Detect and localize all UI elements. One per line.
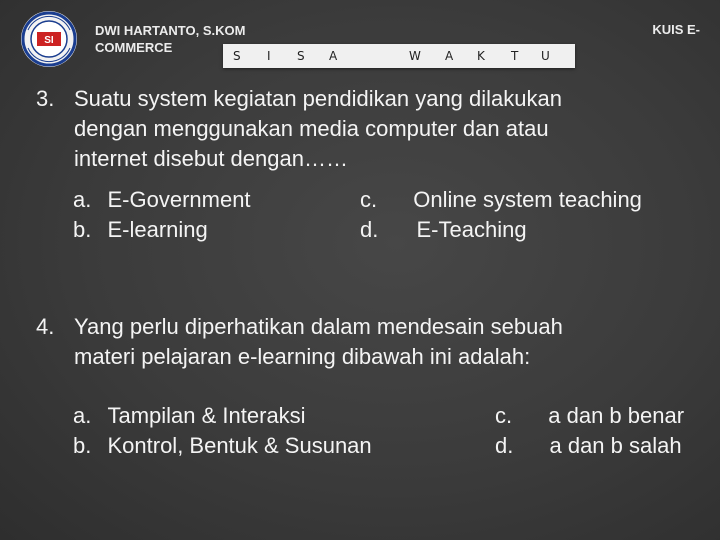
banner-letter: I bbox=[267, 49, 271, 63]
banner-letter: K bbox=[477, 49, 485, 63]
option-text: E-learning bbox=[107, 217, 208, 242]
banner-bar bbox=[223, 44, 575, 68]
option-b[interactable] bbox=[73, 215, 208, 245]
option-text: Tampilan & Interaksi bbox=[107, 403, 306, 428]
banner-letter: S bbox=[233, 49, 241, 63]
option-d[interactable] bbox=[495, 431, 682, 461]
option-b[interactable] bbox=[73, 431, 372, 461]
banner-letter: A bbox=[445, 49, 454, 63]
option-letter: c. bbox=[360, 187, 378, 212]
banner-letter: T bbox=[511, 49, 519, 63]
option-letter: a. bbox=[73, 187, 92, 212]
option-a[interactable] bbox=[73, 185, 251, 215]
option-text: a dan b salah bbox=[549, 433, 682, 458]
question-line: Yang perlu diperhatikan dalam mendesain sebuah bbox=[74, 314, 563, 339]
option-c[interactable] bbox=[495, 401, 684, 431]
question-line: dengan menggunakan media computer dan atau bbox=[74, 116, 549, 141]
author-line-2: COMMERCE bbox=[95, 40, 173, 55]
option-text: Online system teaching bbox=[413, 187, 642, 212]
institution-seal-icon bbox=[20, 10, 78, 68]
option-letter: b. bbox=[73, 433, 92, 458]
option-text: Kontrol, Bentuk & Susunan bbox=[107, 433, 372, 458]
option-letter: c. bbox=[495, 403, 513, 428]
banner-letter: S bbox=[297, 49, 305, 63]
banner-letter: A bbox=[329, 49, 338, 63]
option-d[interactable] bbox=[360, 215, 527, 245]
question-number: 3. bbox=[36, 86, 55, 111]
question-text bbox=[74, 312, 563, 372]
option-text: E-Government bbox=[107, 187, 251, 212]
quiz-title: KUIS E- bbox=[652, 22, 700, 37]
question-4 bbox=[36, 312, 696, 372]
option-letter: d. bbox=[360, 217, 379, 242]
option-letter: a. bbox=[73, 403, 92, 428]
option-c[interactable] bbox=[360, 185, 642, 215]
question-text bbox=[74, 84, 562, 174]
option-text: a dan b benar bbox=[548, 403, 685, 428]
option-text: E-Teaching bbox=[416, 217, 527, 242]
banner-letter: W bbox=[409, 49, 421, 63]
svg-text:SI: SI bbox=[44, 35, 54, 46]
option-letter: b. bbox=[73, 217, 92, 242]
question-3 bbox=[36, 84, 696, 174]
option-letter: d. bbox=[495, 433, 514, 458]
author-line-1: DWI HARTANTO, S.KOM bbox=[95, 23, 246, 38]
question-line: Suatu system kegiatan pendidikan yang dilakukan bbox=[74, 86, 562, 111]
question-number: 4. bbox=[36, 314, 55, 339]
option-a[interactable] bbox=[73, 401, 306, 431]
question-line: internet disebut dengan…… bbox=[74, 146, 348, 171]
question-line: materi pelajaran e-learning dibawah ini adalah: bbox=[74, 344, 531, 369]
banner-letter: U bbox=[541, 49, 550, 63]
